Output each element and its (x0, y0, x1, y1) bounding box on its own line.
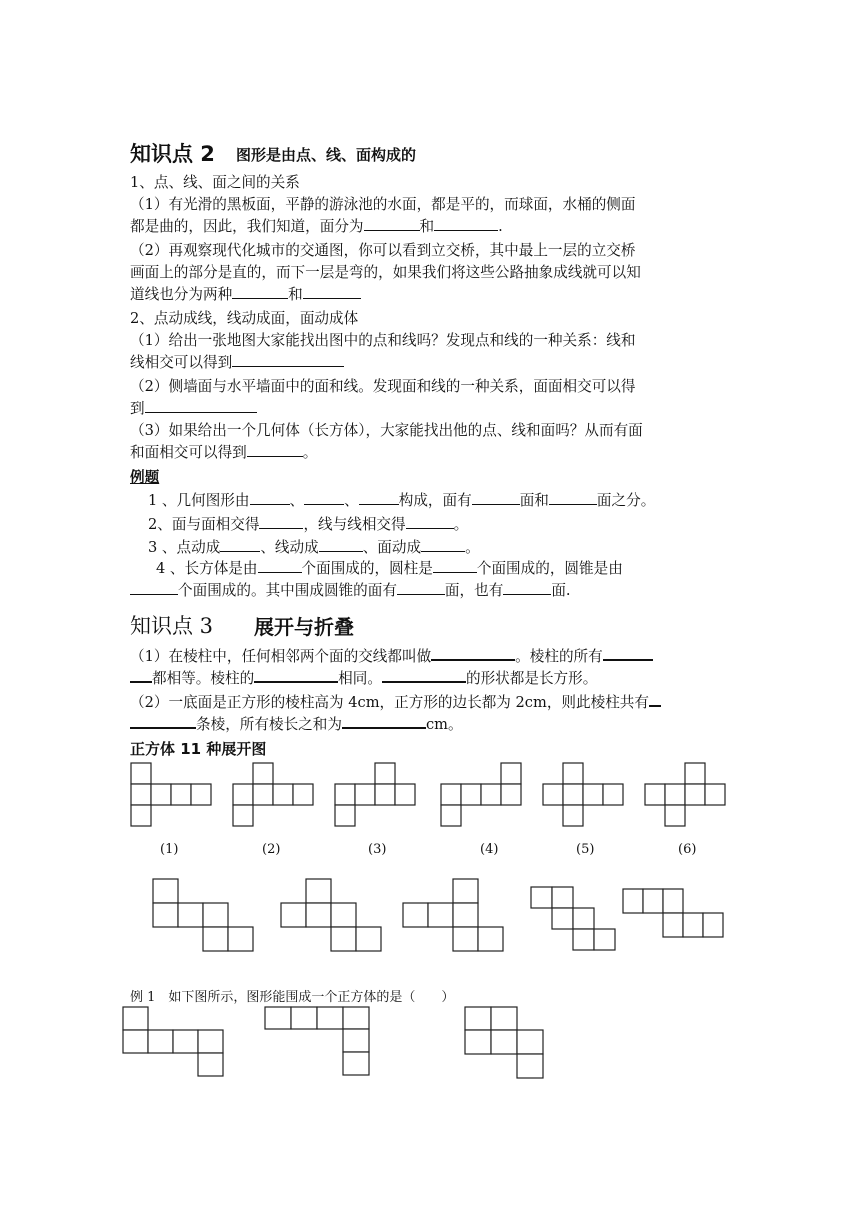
s3-q2-line1 (130, 692, 661, 714)
text: （1）在棱柱中，任何相邻两个面的交线都叫做 (130, 648, 432, 665)
cube-net-1 (130, 762, 214, 828)
text: 、面动成 (362, 539, 422, 556)
p2-title: 2、点动成线，线动成面，面动成体 (130, 310, 359, 327)
text: 、线动成 (260, 539, 319, 556)
cube-net-10 (530, 886, 620, 954)
p2a-line1: （1）给出一张地图大家能找出图中的点和线吗？发现点和线的一种关系：线和 (130, 332, 636, 349)
text: （2）一底面是正方形的棱柱高为 4cm，正方形的边长都为 2cm，则此棱柱共有 (130, 694, 649, 711)
text: 面. (551, 582, 571, 599)
blank-field (364, 216, 420, 231)
text: 面，也有 (444, 582, 504, 599)
net-label-2: (2) (262, 842, 281, 857)
cube-net-2 (232, 762, 318, 828)
text: 、 (344, 492, 359, 509)
example-q3 (148, 537, 480, 559)
text: 到 (130, 400, 145, 417)
p1b-line1: （2）再观察现代化城市的交通图，你可以看到立交桥，其中最上一层的立交桥 (130, 242, 636, 259)
blank-field (304, 490, 344, 505)
blank-field (359, 490, 399, 505)
text: 个面围成的，圆锥是由 (476, 560, 623, 577)
example1-figure-c (464, 1006, 546, 1082)
text: 。 (302, 444, 318, 461)
text: 。棱柱的所有 (515, 648, 603, 665)
text: 3 、点动成 (148, 539, 221, 556)
text: 都相等。棱柱的 (152, 670, 255, 687)
blank-field (232, 352, 344, 367)
cube-net-11 (622, 888, 726, 942)
text: 、 (289, 492, 305, 509)
text: . (498, 218, 503, 235)
text: 都是曲的，因此，我们知道，面分为 (130, 218, 364, 235)
example-q4-line2 (130, 580, 571, 602)
blank-field (431, 646, 515, 661)
cube-net-6 (644, 762, 730, 828)
s3-q1-line1 (130, 646, 653, 668)
blank-field (232, 284, 288, 299)
blank-field (342, 714, 426, 729)
s3-q1-line2 (130, 668, 597, 690)
text: 面之分。 (596, 492, 656, 509)
section3-heading-sub: 展开与折叠 (254, 615, 354, 639)
example1-figure-a (122, 1006, 230, 1080)
blank-field (421, 537, 465, 552)
text: 个面围成的，圆柱是 (301, 560, 433, 577)
p1a-line2 (130, 216, 503, 238)
blank-field (247, 442, 303, 457)
p2c-line1: （3）如果给出一个几何体（长方体），大家能找出他的点、线和面吗？从而有面 (130, 422, 643, 439)
text: 4 、长方体是由 (156, 560, 258, 577)
p1-title: 1、点、线、面之间的关系 (130, 174, 300, 191)
text: 条棱，所有棱长之和为 (196, 716, 342, 733)
s3-q2-line2 (130, 714, 463, 736)
text: 。 (453, 516, 469, 533)
blank-field (220, 537, 260, 552)
cube-net-8 (280, 878, 386, 954)
p2b-line1: （2）侧墙面与水平墙面中的面和线。发现面和线的一种关系，面面相交可以得 (130, 378, 636, 395)
example1-text: 例 1 如下图所示，图形能围成一个正方体的是（ ） (130, 990, 455, 1005)
nets-title: 正方体 11 种展开图 (130, 740, 267, 758)
cube-net-7 (152, 878, 256, 954)
blank-field (503, 580, 551, 595)
cube-net-4 (440, 762, 526, 828)
net-label-5: (5) (576, 842, 595, 857)
blank-field (472, 490, 520, 505)
cube-net-5 (542, 762, 628, 828)
section3-heading-main: 知识点 3 (130, 614, 214, 638)
blank-field (549, 490, 597, 505)
text: 和 (288, 286, 303, 303)
text: 道线也分为两种 (130, 286, 233, 303)
text: 个面围成的。其中围成圆锥的面有 (178, 582, 397, 599)
section2-heading-sub: 图形是由点、线、面构成的 (236, 146, 417, 164)
text: 。 (465, 539, 480, 556)
p1a-line1: （1）有光滑的黑板面，平静的游泳池的水面，都是平的，而球面，水桶的侧面 (130, 196, 636, 213)
blank-field (250, 490, 290, 505)
section3-heading (130, 610, 213, 640)
blank-field (259, 514, 303, 529)
blank-field (603, 646, 653, 661)
blank-field (145, 398, 257, 413)
net-label-4: (4) (480, 842, 499, 857)
example-q2 (148, 514, 468, 536)
text: 和 (419, 218, 435, 235)
cube-net-9 (402, 878, 508, 954)
example1-figure-b (264, 1006, 372, 1102)
section2-heading (130, 138, 215, 168)
text: ，线与线相交得 (303, 516, 406, 533)
net-label-3: (3) (368, 842, 387, 857)
net-label-1: (1) (160, 842, 179, 857)
section2-heading-main: 知识点 2 (130, 142, 215, 166)
blank-field (382, 668, 466, 683)
blank-field (433, 558, 477, 573)
cube-net-3 (334, 762, 420, 828)
p1b-line2: 画面上的部分是直的，而下一层是弯的，如果我们将这些公路抽象成线就可以知 (130, 264, 641, 281)
text: 线相交可以得到 (130, 354, 233, 371)
text: 的形状都是长方形。 (465, 670, 598, 687)
blank-field (319, 537, 363, 552)
blank-field (130, 714, 196, 729)
p2a-line2 (130, 352, 344, 374)
p1b-line3 (130, 284, 361, 306)
net-label-6: (6) (678, 842, 697, 857)
example-q4-line1 (156, 558, 623, 580)
blank-field (406, 514, 454, 529)
blank-field (130, 668, 152, 683)
text: 和面相交可以得到 (130, 444, 247, 461)
blank-field (434, 216, 498, 231)
text: 构成，面有 (398, 492, 472, 509)
text: 相同。 (338, 670, 382, 687)
text: 面和 (519, 492, 549, 509)
p2b-line2 (130, 398, 257, 420)
example-title: 例题 (130, 469, 160, 486)
text: 2、面与面相交得 (148, 516, 260, 533)
blank-field (397, 580, 445, 595)
blank-field (254, 668, 338, 683)
blank-field (649, 692, 661, 707)
blank-field (258, 558, 302, 573)
blank-field (303, 284, 361, 299)
p2c-line2 (130, 442, 317, 464)
blank-field (130, 580, 178, 595)
text: 1 、几何图形由 (148, 492, 250, 509)
text: cm。 (425, 716, 463, 733)
example-q1 (148, 490, 655, 512)
